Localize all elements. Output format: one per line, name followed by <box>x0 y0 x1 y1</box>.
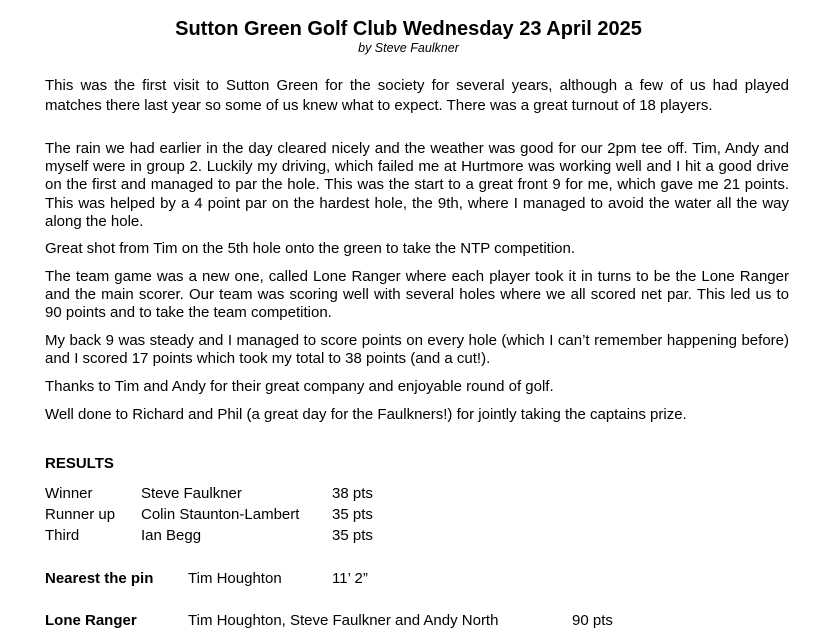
paragraph-intro: This was the first visit to Sutton Green for the society for several years, although a few of us had played matches there last year so some of us knew what to expect. There was a great turnout of 18 players. <box>45 77 789 114</box>
lone-ranger-label: Lone Ranger <box>45 612 137 629</box>
result-player-name: Steve Faulkner <box>141 485 242 502</box>
results-row-winner <box>45 485 445 506</box>
nearest-pin-distance: 11’ 2” <box>332 570 368 587</box>
result-position: Runner up <box>45 506 116 523</box>
lone-ranger-row <box>45 612 745 633</box>
results-row-runner-up <box>45 506 445 527</box>
paragraph-thanks: Thanks to Tim and Andy for their great company and enjoyable round of golf. <box>45 378 554 395</box>
lone-ranger-team: Tim Houghton, Steve Faulkner and Andy North <box>188 612 499 629</box>
lone-ranger-points: 90 pts <box>572 612 613 629</box>
result-points: 35 pts <box>332 527 373 544</box>
result-player-name: Ian Begg <box>141 527 202 544</box>
results-heading: RESULTS <box>45 455 114 472</box>
result-position: Third <box>45 527 80 544</box>
nearest-pin-label: Nearest the pin <box>45 570 154 587</box>
paragraph-ntp: Great shot from Tim on the 5th hole onto the green to take the NTP competition. <box>45 240 576 257</box>
paragraph-captains-prize: Well done to Richard and Phil (a great day for the Faulkners!) for jointly taking the captains prize. <box>45 406 687 423</box>
paragraph-team-game: The team game was a new one, called Lone Ranger where each player took it in turns to be the Lone Ranger and the main scorer. Our team was scoring well with several holes where we all scored net par. This led us to 90 points and to take the team competition. <box>45 268 789 322</box>
article-title: Sutton Green Golf Club Wednesday 23 April 2025 <box>175 18 642 40</box>
result-points: 35 pts <box>332 506 373 523</box>
result-player-name: Colin Staunton-Lambert <box>141 506 300 523</box>
results-row-third <box>45 527 445 548</box>
nearest-pin-winner: Tim Houghton <box>188 570 282 587</box>
result-position: Winner <box>45 485 93 502</box>
article-byline: by Steve Faulkner <box>358 41 459 55</box>
paragraph-back-nine: My back 9 was steady and I managed to score points on every hole (which I can’t remember happening before) and I scored 17 points which took my total to 38 points (and a cut!). <box>45 332 789 368</box>
result-points: 38 pts <box>332 485 373 502</box>
nearest-pin-row <box>45 570 745 591</box>
paragraph-front-nine: The rain we had earlier in the day cleared nicely and the weather was good for our 2pm tee off. Tim, Andy and myself were in group 2. Luckily my driving, which failed me at Hurtmore was working well and I hit a good drive on the first and managed to par the hole. This was the start to a great front 9 for me, which gave me 21 points. This was helped by a 4 point par on the hardest hole, the 9th, where I managed to avoid the water all the way along the hole. <box>45 140 789 230</box>
